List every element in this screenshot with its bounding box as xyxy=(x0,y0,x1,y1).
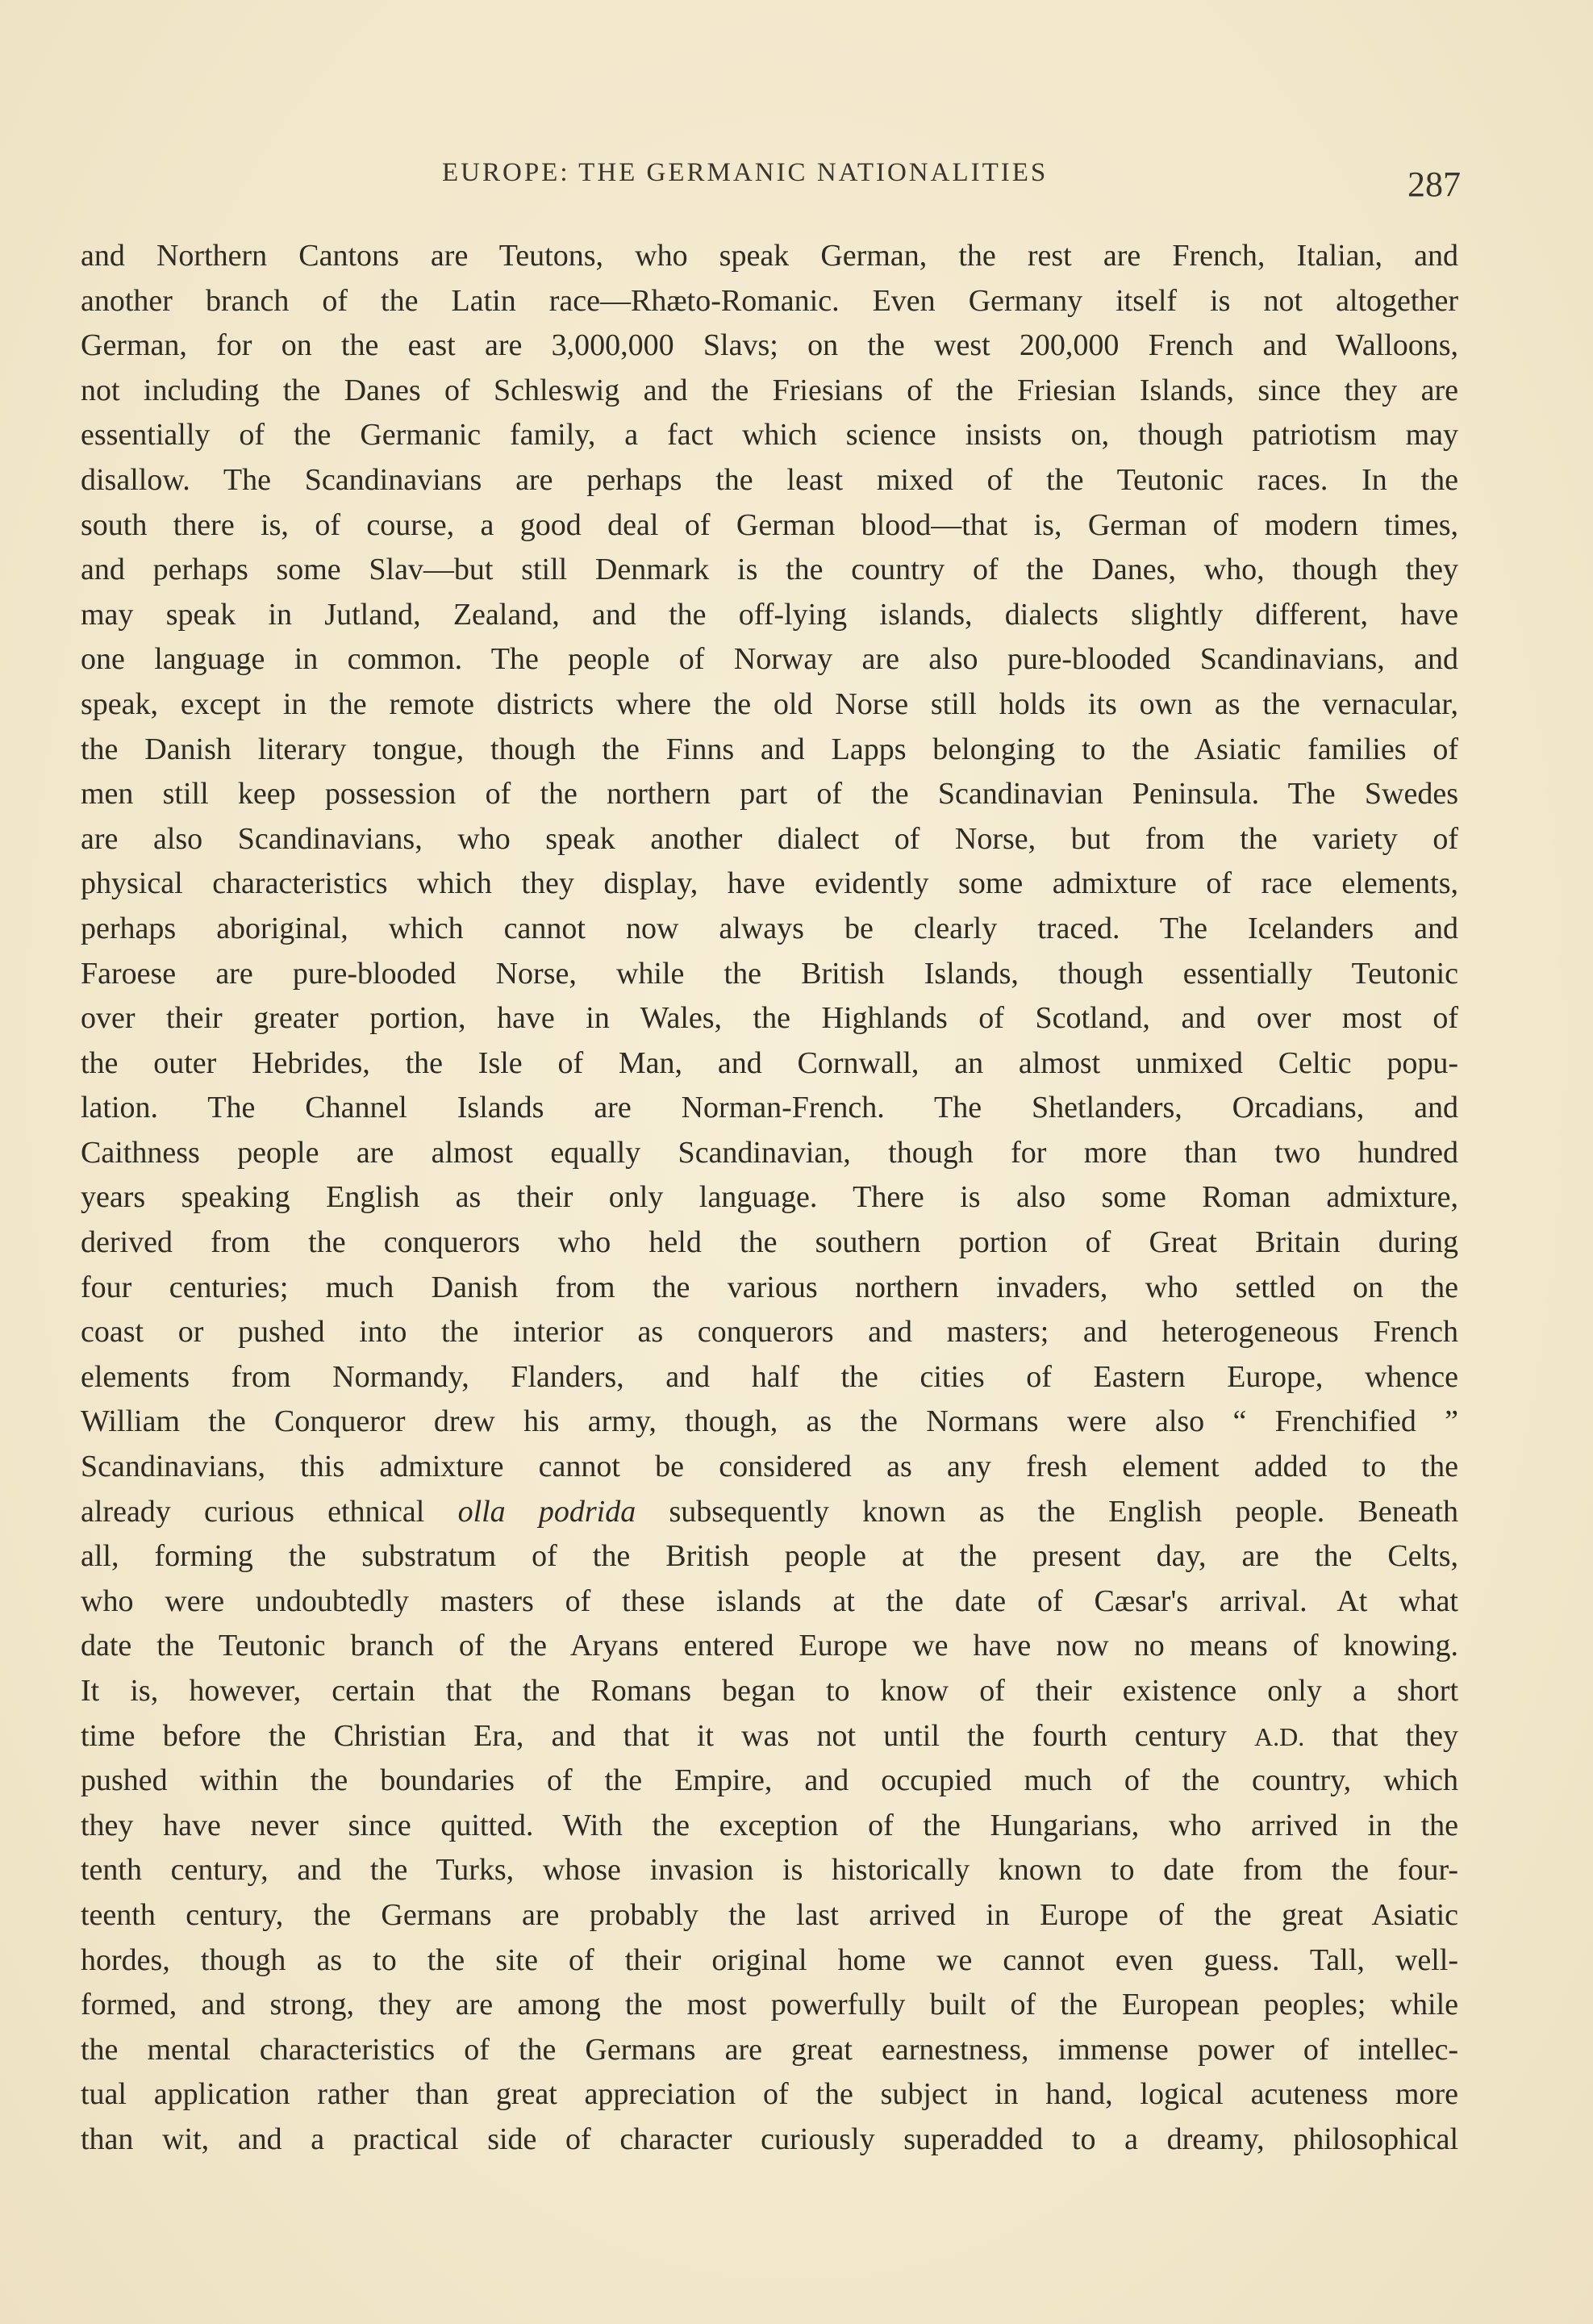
text-line: perhaps aboriginal, which cannot now always be clearly traced. The Icelanders and xyxy=(81,911,1458,945)
italic-phrase: olla podrida xyxy=(457,1494,636,1529)
text-line: derived from the conquerors who held the southern portion of Great Britain during xyxy=(81,1225,1458,1260)
text-segment: time before the Christian Era, and that it was not until the fourth century xyxy=(81,1718,1227,1753)
text-line xyxy=(81,1714,1458,1759)
text-line: over their greater portion, have in Wales, the Highlands of Scotland, and over most of xyxy=(81,1001,1458,1036)
text-line: the mental characteristics of the Germans are great earnestness, immense power of intellec- xyxy=(81,2032,1458,2067)
running-header: EUROPE: THE GERMANIC NATIONALITIES xyxy=(442,158,1049,187)
text-line: coast or pushed into the interior as conquerors and masters; and heterogeneous French xyxy=(81,1315,1458,1350)
text-line: all, forming the substratum of the British people at the present day, are the Celts, xyxy=(81,1539,1458,1574)
text-line: men still keep possession of the northern part of the Scandinavian Peninsula. The Swedes xyxy=(81,777,1458,812)
text-line: William the Conqueror drew his army, though, as the Normans were also “ Frenchified ” xyxy=(81,1404,1458,1439)
body-paragraph xyxy=(81,234,1458,2163)
text-line: elements from Normandy, Flanders, and half the cities of Eastern Europe, whence xyxy=(81,1359,1458,1394)
text-line: the outer Hebrides, the Isle of Man, and Cornwall, an almost unmixed Celtic popu- xyxy=(81,1045,1458,1080)
text-line: pushed within the boundaries of the Empire, and occupied much of the country, which xyxy=(81,1763,1458,1798)
text-line: Faroese are pure-blooded Norse, while the British Islands, though essentially Teutonic xyxy=(81,956,1458,991)
text-line: south there is, of course, a good deal of German blood—that is, German of modern times, xyxy=(81,507,1458,542)
text-segment: that they xyxy=(1332,1718,1458,1753)
text-segment: subsequently known as the English people. Beneath xyxy=(669,1494,1458,1529)
text-line xyxy=(81,1490,1458,1535)
text-line: speak, except in the remote districts where the old Norse still holds its own as the vernacular, xyxy=(81,686,1458,721)
text-line: Scandinavians, this admixture cannot be considered as any fresh element added to the xyxy=(81,1450,1458,1484)
text-line: who were undoubtedly masters of these islands at the date of Cæsar's arrival. At what xyxy=(81,1583,1458,1618)
text-line: four centuries; much Danish from the various northern invaders, who settled on the xyxy=(81,1270,1458,1304)
text-line: and Northern Cantons are Teutons, who speak German, the rest are French, Italian, and xyxy=(81,239,1458,273)
text-line: physical characteristics which they display, have evidently some admixture of race elements, xyxy=(81,866,1458,901)
text-line: they have never since quitted. With the exception of the Hungarians, who arrived in the xyxy=(81,1808,1458,1842)
smallcaps-abbreviation: A.D. xyxy=(1253,1721,1305,1751)
text-line: disallow. The Scandinavians are perhaps the least mixed of the Teutonic races. In the xyxy=(81,462,1458,497)
text-line: and perhaps some Slav—but still Denmark is the country of the Danes, who, though they xyxy=(81,553,1458,587)
text-line: tual application rather than great appreciation of the subject in hand, logical acuteness more xyxy=(81,2077,1458,2112)
text-line: hordes, though as to the site of their original home we cannot even guess. Tall, well- xyxy=(81,1942,1458,1977)
text-line: the Danish literary tongue, though the Finns and Lapps belonging to the Asiatic families of xyxy=(81,732,1458,766)
text-line: German, for on the east are 3,000,000 Slavs; on the west 200,000 French and Walloons, xyxy=(81,328,1458,363)
text-line: another branch of the Latin race—Rhæto-Romanic. Even Germany itself is not altogether xyxy=(81,283,1458,318)
text-line: tenth century, and the Turks, whose invasion is historically known to date from the four- xyxy=(81,1853,1458,1888)
text-line: formed, and strong, they are among the most powerfully built of the European peoples; while xyxy=(81,1988,1458,2022)
text-line: teenth century, the Germans are probably the last arrived in Europe of the great Asiatic xyxy=(81,1897,1458,1932)
text-line: than wit, and a practical side of character curiously superadded to a dreamy, philosophical xyxy=(81,2122,1458,2156)
text-line: Caithness people are almost equally Scandinavian, though for more than two hundred xyxy=(81,1135,1458,1170)
text-line: not including the Danes of Schleswig and the Friesians of the Friesian Islands, since they are xyxy=(81,373,1458,407)
page-number: 287 xyxy=(1407,165,1461,204)
text-line: essentially of the Germanic family, a fact which science insists on, though patriotism may xyxy=(81,418,1458,453)
text-line: date the Teutonic branch of the Aryans entered Europe we have now no means of knowing. xyxy=(81,1629,1458,1663)
text-line: It is, however, certain that the Romans began to know of their existence only a short xyxy=(81,1674,1458,1708)
text-segment: already curious ethnical xyxy=(81,1494,425,1529)
text-line: lation. The Channel Islands are Norman-French. The Shetlanders, Orcadians, and xyxy=(81,1091,1458,1125)
text-line: are also Scandinavians, who speak another dialect of Norse, but from the variety of xyxy=(81,821,1458,856)
text-line: years speaking English as their only language. There is also some Roman admixture, xyxy=(81,1180,1458,1215)
text-line: one language in common. The people of Norway are also pure-blooded Scandinavians, and xyxy=(81,642,1458,677)
text-line: may speak in Jutland, Zealand, and the off-lying islands, dialects slightly different, have xyxy=(81,597,1458,632)
